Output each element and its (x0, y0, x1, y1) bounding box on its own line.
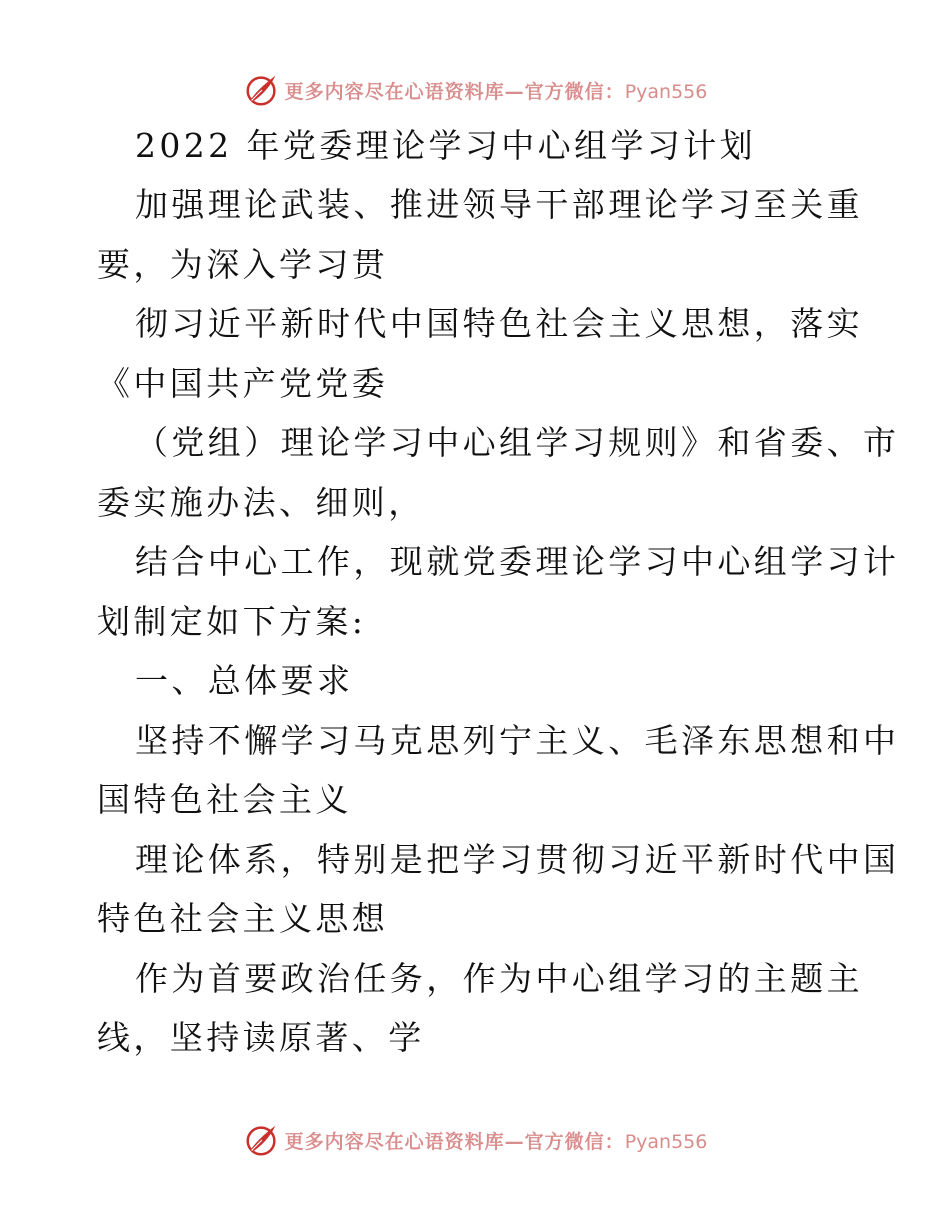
watermark-id: Pyan556 (624, 80, 708, 103)
document-title: 2022 年党委理论学习中心组学习计划 (135, 126, 757, 165)
watermark-label: 官方微信： (524, 1130, 625, 1153)
watermark-banner-top (0, 68, 950, 112)
paragraph-line: 委实施办法、细则， (97, 483, 425, 522)
watermark-dash: — (504, 80, 525, 103)
quill-pen-logo-icon (243, 1121, 281, 1159)
watermark-banner-bottom (0, 1118, 950, 1162)
watermark-main: 更多内容尽在心语资料库 (284, 80, 505, 103)
paragraph-line: 国特色社会主义 (97, 780, 352, 819)
paragraph-line: 加强理论武装、推进领导干部理论学习至关重 (135, 185, 863, 224)
paragraph-line: 特色社会主义思想 (97, 899, 389, 938)
watermark-label: 官方微信： (524, 80, 625, 103)
paragraph-line: 要，为深入学习贯 (97, 245, 389, 284)
paragraph-line: 作为首要政治任务，作为中心组学习的主题主 (135, 959, 863, 998)
watermark-text (285, 77, 708, 104)
watermark-dash: — (504, 1130, 525, 1153)
paragraph-line: 《中国共产党党委 (97, 364, 389, 403)
watermark-main: 更多内容尽在心语资料库 (284, 1130, 505, 1153)
paragraph-line: 结合中心工作，现就党委理论学习中心组学习计 (135, 542, 900, 581)
paragraph-line: 线，坚持读原著、学 (97, 1018, 425, 1057)
paragraph-line: 划制定如下方案: (97, 602, 367, 641)
paragraph-line: 坚持不懈学习马克思列宁主义、毛泽东思想和中 (135, 721, 900, 760)
section-heading: 一、总体要求 (135, 661, 354, 700)
quill-pen-logo-icon (243, 71, 281, 109)
watermark-text (285, 1127, 708, 1154)
paragraph-line: 理论体系，特别是把学习贯彻习近平新时代中国 (135, 840, 900, 879)
watermark-id: Pyan556 (624, 1130, 708, 1153)
paragraph-line: 彻习近平新时代中国特色社会主义思想，落实 (135, 304, 863, 343)
paragraph-line: （党组）理论学习中心组学习规则》和省委、市 (135, 423, 900, 462)
